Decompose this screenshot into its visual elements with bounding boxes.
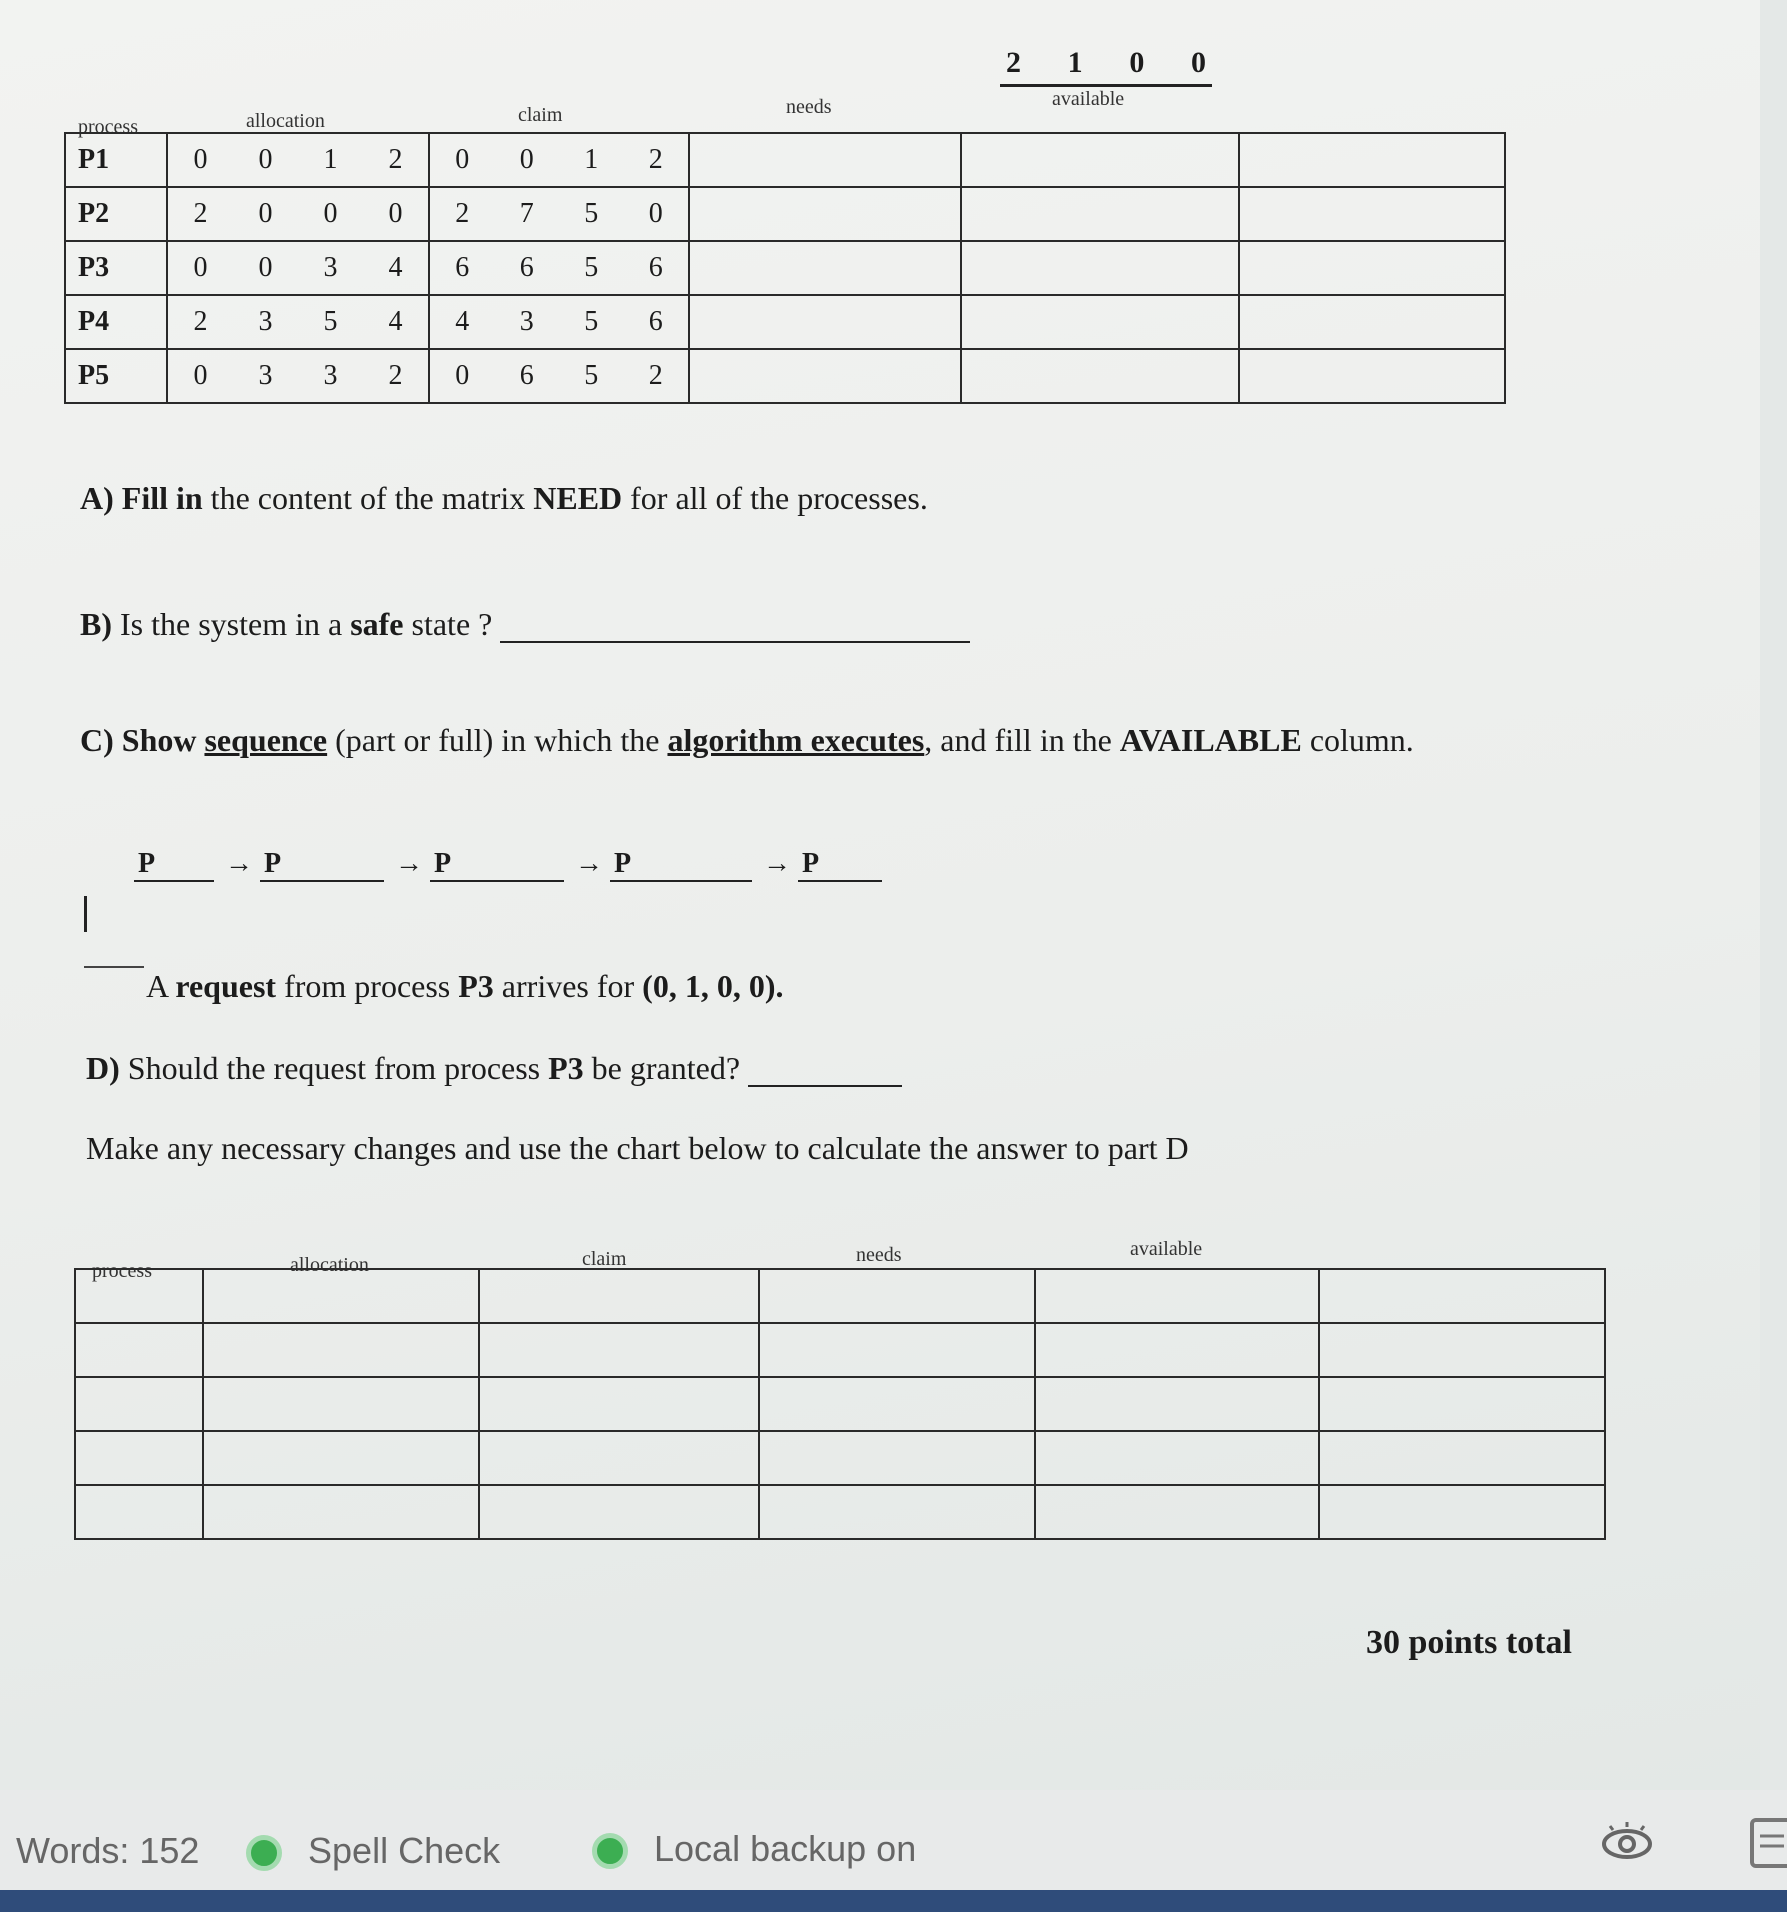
available-cell[interactable] <box>1035 1377 1319 1431</box>
status-dot-icon <box>246 1835 282 1871</box>
question-b <box>80 606 970 643</box>
cell-value: 4 <box>388 306 403 337</box>
allocation-cell <box>167 295 429 349</box>
table1-header-claim: claim <box>518 104 563 126</box>
table2-header-allocation: allocation <box>290 1254 369 1276</box>
question-text: be granted? <box>583 1050 741 1086</box>
table-row <box>65 241 1505 295</box>
process-cell: P1 <box>65 133 167 187</box>
cell-value: 0 <box>258 144 273 175</box>
needs-cell <box>689 133 961 187</box>
sequence-slot[interactable]: P <box>430 848 564 882</box>
arrow-icon: → <box>575 848 603 879</box>
cell-value: 0 <box>258 198 273 229</box>
table-row <box>75 1377 1605 1431</box>
sequence-slot[interactable]: P <box>260 848 384 882</box>
needs-cell <box>689 295 961 349</box>
arrow-icon: → <box>395 848 423 879</box>
needs-cell[interactable] <box>759 1323 1035 1377</box>
allocation-cell <box>167 241 429 295</box>
needs-cell[interactable] <box>759 1269 1035 1323</box>
bold-text: sequence <box>204 722 328 758</box>
table-row <box>65 295 1505 349</box>
cell-value: 0 <box>258 252 273 283</box>
table-row <box>75 1485 1605 1539</box>
process-cell: P4 <box>65 295 167 349</box>
spell-check-toggle[interactable] <box>246 1830 500 1872</box>
available-cell[interactable] <box>1035 1431 1319 1485</box>
cell-value: 6 <box>519 360 534 391</box>
taskbar <box>0 1890 1787 1912</box>
allocation-cell <box>167 133 429 187</box>
available-cell <box>961 241 1239 295</box>
bold-text: (0, 1, 0, 0). <box>642 968 784 1004</box>
bold-text: P3 <box>548 1050 584 1086</box>
bold-text: request <box>175 968 277 1004</box>
bold-text: AVAILABLE <box>1119 722 1302 758</box>
process-cell[interactable] <box>75 1323 203 1377</box>
available-cell[interactable] <box>1035 1323 1319 1377</box>
cell-value: 0 <box>648 198 663 229</box>
question-text: the content of the matrix <box>202 480 534 516</box>
extra-cell[interactable] <box>1319 1431 1605 1485</box>
table-row <box>65 187 1505 241</box>
table2-header-available: available <box>1130 1238 1203 1260</box>
allocation-cell <box>167 187 429 241</box>
question-text: column. <box>1301 722 1414 758</box>
allocation-cell[interactable] <box>203 1485 479 1539</box>
cell-value: 0 <box>193 360 208 391</box>
table-row <box>65 133 1505 187</box>
cell-value: 5 <box>584 360 599 391</box>
available-value: 1 <box>1067 46 1083 79</box>
claim-cell <box>429 187 689 241</box>
question-c <box>80 722 1414 759</box>
question-text: arrives for <box>493 968 643 1004</box>
allocation-cell[interactable] <box>203 1269 479 1323</box>
status-bar <box>0 1790 1787 1912</box>
claim-cell[interactable] <box>479 1431 759 1485</box>
cell-value: 3 <box>323 360 338 391</box>
needs-cell[interactable] <box>759 1485 1035 1539</box>
needs-cell[interactable] <box>759 1377 1035 1431</box>
local-backup-toggle[interactable] <box>592 1828 916 1870</box>
claim-cell[interactable] <box>479 1269 759 1323</box>
document-icon[interactable] <box>1750 1818 1787 1877</box>
cell-value: 6 <box>648 252 663 283</box>
process-cell[interactable] <box>75 1269 203 1323</box>
available-value: 0 <box>1129 46 1145 79</box>
available-cell <box>961 187 1239 241</box>
cell-value: 3 <box>519 306 534 337</box>
claim-cell <box>429 241 689 295</box>
cell-value: 1 <box>323 144 338 175</box>
cell-value: 7 <box>519 198 534 229</box>
claim-cell <box>429 295 689 349</box>
cell-value: 0 <box>455 144 470 175</box>
needs-cell[interactable] <box>759 1431 1035 1485</box>
cell-value: 5 <box>584 306 599 337</box>
cell-value: 2 <box>388 360 403 391</box>
table-row <box>75 1323 1605 1377</box>
request-line <box>146 968 783 1005</box>
question-label: A) <box>80 480 114 516</box>
process-cell: P2 <box>65 187 167 241</box>
cell-value: 2 <box>193 306 208 337</box>
cell-value: 0 <box>323 198 338 229</box>
available-cell[interactable] <box>1035 1485 1319 1539</box>
cell-value: 1 <box>584 144 599 175</box>
question-text: , and fill in the <box>924 722 1120 758</box>
sequence-slot[interactable]: P <box>798 848 882 882</box>
needs-cell <box>689 241 961 295</box>
arrow-icon: → <box>225 848 253 879</box>
allocation-cell[interactable] <box>203 1377 479 1431</box>
text-cursor <box>84 896 87 932</box>
arrow-icon: → <box>763 848 791 879</box>
extra-cell[interactable] <box>1319 1269 1605 1323</box>
question-text: Should the request from process <box>127 1050 549 1086</box>
extra-cell <box>1239 241 1505 295</box>
question-text: from process <box>276 968 459 1004</box>
cell-value: 3 <box>258 306 273 337</box>
claim-cell[interactable] <box>479 1485 759 1539</box>
process-cell[interactable] <box>75 1431 203 1485</box>
cell-value: 2 <box>388 144 403 175</box>
bold-text: Fill in <box>121 480 203 516</box>
process-cell: P3 <box>65 241 167 295</box>
instruction-text: Make any necessary changes and use the chart below to calculate the answer to part D <box>86 1130 1189 1166</box>
table1-header-allocation: allocation <box>246 110 325 132</box>
extra-cell <box>1239 349 1505 403</box>
cell-value: 3 <box>258 360 273 391</box>
allocation-cell <box>167 349 429 403</box>
cell-value: 0 <box>193 252 208 283</box>
claim-cell <box>429 133 689 187</box>
cell-value: 6 <box>648 306 663 337</box>
underline-mark <box>84 966 144 968</box>
bold-text: algorithm executes <box>667 722 925 758</box>
claim-cell <box>429 349 689 403</box>
question-text: state ? <box>403 606 493 642</box>
process-cell[interactable] <box>75 1485 203 1539</box>
cell-value: 0 <box>519 144 534 175</box>
extra-cell <box>1239 187 1505 241</box>
cell-value: 0 <box>455 360 470 391</box>
resource-table <box>64 132 1506 404</box>
table-row <box>75 1269 1605 1323</box>
sequence-line <box>134 848 886 882</box>
cell-value: 0 <box>388 198 403 229</box>
table2-header-needs: needs <box>856 1244 902 1266</box>
available-cell[interactable] <box>1035 1269 1319 1323</box>
cell-value: 6 <box>519 252 534 283</box>
calculation-chart <box>74 1268 1606 1540</box>
allocation-cell[interactable] <box>203 1323 479 1377</box>
points-total: 30 points total <box>1366 1624 1572 1661</box>
bold-text: Show <box>121 722 197 758</box>
available-value: 2 <box>1006 46 1021 79</box>
extra-cell[interactable] <box>1319 1485 1605 1539</box>
question-text: Is the system in a <box>120 606 351 642</box>
answer-blank[interactable] <box>748 1057 902 1087</box>
allocation-cell[interactable] <box>203 1431 479 1485</box>
cell-value: 5 <box>584 198 599 229</box>
extra-cell <box>1239 133 1505 187</box>
question-text: for all of the processes. <box>622 480 928 516</box>
cell-value: 3 <box>323 252 338 283</box>
local-backup-label: Local backup on <box>654 1828 917 1869</box>
cell-value: 5 <box>323 306 338 337</box>
word-count: Words: 152 <box>16 1830 200 1871</box>
extra-cell[interactable] <box>1319 1323 1605 1377</box>
available-value: 0 <box>1190 46 1206 79</box>
cell-value: 4 <box>388 252 403 283</box>
cell-value: 6 <box>455 252 470 283</box>
table1-header-needs: needs <box>786 96 832 118</box>
table2-header-process: process <box>92 1260 152 1282</box>
table1-header-process: process <box>78 116 138 138</box>
spell-check-label: Spell Check <box>308 1830 501 1871</box>
cell-value: 2 <box>648 360 663 391</box>
available-cell <box>961 349 1239 403</box>
process-cell: P5 <box>65 349 167 403</box>
needs-cell <box>689 349 961 403</box>
cell-value: 4 <box>455 306 470 337</box>
extra-cell[interactable] <box>1319 1377 1605 1431</box>
question-text: A <box>146 968 176 1004</box>
extra-cell <box>1239 295 1505 349</box>
table-row <box>65 349 1505 403</box>
cell-value: 0 <box>193 144 208 175</box>
process-cell[interactable] <box>75 1377 203 1431</box>
table2-header-claim: claim <box>582 1248 627 1270</box>
bold-text: NEED <box>533 480 623 516</box>
sequence-slot[interactable]: P <box>610 848 752 882</box>
bold-text: safe <box>350 606 404 642</box>
eye-icon[interactable] <box>1600 1820 1654 1875</box>
table1-header-available: available <box>1052 88 1125 110</box>
available-vector <box>1000 46 1212 87</box>
claim-cell[interactable] <box>479 1377 759 1431</box>
cell-value: 2 <box>648 144 663 175</box>
needs-cell <box>689 187 961 241</box>
cell-value: 5 <box>584 252 599 283</box>
available-cell <box>961 133 1239 187</box>
cell-value: 2 <box>193 198 208 229</box>
claim-cell[interactable] <box>479 1323 759 1377</box>
status-dot-icon <box>592 1833 628 1869</box>
question-a <box>80 480 928 517</box>
table-row <box>75 1431 1605 1485</box>
question-label: D) <box>86 1050 120 1086</box>
question-label: C) <box>80 722 114 758</box>
question-label: B) <box>80 606 112 642</box>
question-text: (part or full) in which the <box>327 722 668 758</box>
cell-value: 2 <box>455 198 470 229</box>
bold-text: P3 <box>458 968 494 1004</box>
sequence-slot[interactable]: P <box>134 848 214 882</box>
question-d <box>86 1050 902 1087</box>
available-cell <box>961 295 1239 349</box>
answer-blank[interactable] <box>500 613 970 643</box>
